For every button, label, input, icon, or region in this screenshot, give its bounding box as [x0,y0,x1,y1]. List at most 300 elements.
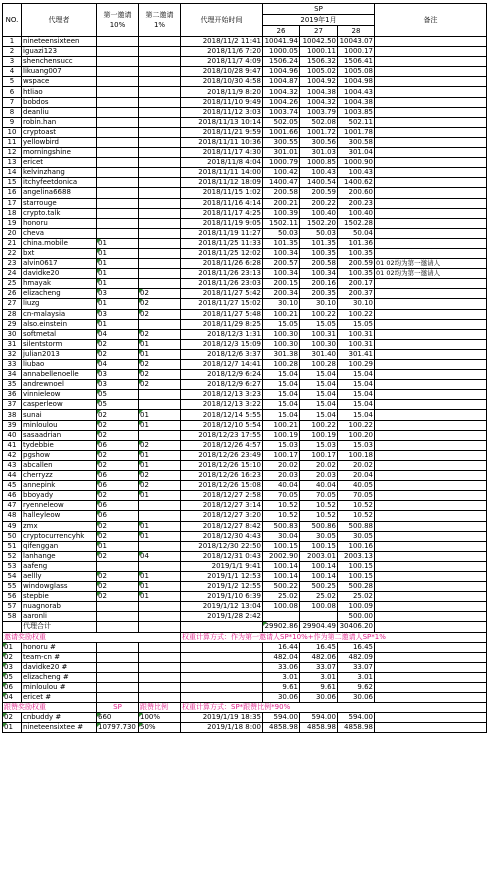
blank-cell [375,652,487,662]
start-time: 2018/11/6 7:20 [181,47,263,57]
first-inviter: 01 [97,259,139,269]
row-number: 23 [3,259,22,269]
row-number: 57 [3,602,22,612]
sp-day-27: 1001.72 [300,127,338,137]
agent-name: casperleow [22,400,97,410]
first-inviter: 02 [97,582,139,592]
agent-name: annepink [22,481,97,491]
invite-agent: ericet # [22,693,97,703]
sp-day-26: 1000.79 [263,158,300,168]
remark [375,471,487,481]
invite-day-27: 30.06 [300,693,338,703]
sp-day-28: 25.02 [338,592,375,602]
row-number: 31 [3,339,22,349]
sp-day-26: 100.30 [263,329,300,339]
agent-name: honoru [22,218,97,228]
second-inviter [139,137,181,147]
sp-day-27: 1004.38 [300,87,338,97]
sponsor-ratio: 50% [139,723,181,733]
sp-day-27: 30.05 [300,531,338,541]
sp-day-26: 100.34 [263,269,300,279]
start-time: 2018/12/26 15:08 [181,481,263,491]
blank-cell [139,683,181,693]
start-time: 2019/1/10 6:39 [181,592,263,602]
sp-day-27: 25.02 [300,592,338,602]
start-time: 2018/11/8 4:04 [181,158,263,168]
agent-row [3,148,487,158]
start-time: 2018/11/19 9:05 [181,218,263,228]
start-time: 2018/11/29 8:25 [181,319,263,329]
sp-day-26: 100.42 [263,168,300,178]
sp-day-28: 100.15 [338,561,375,571]
remark [375,218,487,228]
row-number: 45 [3,481,22,491]
sp-day-28: 1400.62 [338,178,375,188]
sp-day-26: 20.02 [263,460,300,470]
first-inviter: 01 [97,299,139,309]
first-inviter: 06 [97,471,139,481]
sp-day-28: 10.52 [338,501,375,511]
second-inviter [139,238,181,248]
second-inviter [139,158,181,168]
sp-day-28: 1004.98 [338,77,375,87]
start-time: 2018/12/31 0:43 [181,551,263,561]
sp-day-28: 100.35 [338,269,375,279]
agent-row [3,77,487,87]
invite-row [3,662,487,672]
row-number: 40 [3,430,22,440]
agent-row [3,571,487,581]
start-time: 2018/12/3 1:31 [181,329,263,339]
header-row [3,4,487,15]
blank-cell [97,652,139,662]
start-time: 2018/12/13 3:23 [181,390,263,400]
second-inviter [139,148,181,158]
agent-name: china.mobile [22,238,97,248]
first-inviter: 01 [97,279,139,289]
second-inviter: 01 [139,571,181,581]
total-day-26: 29902.86 [263,622,300,632]
blank-cell [181,622,263,632]
agent-row [3,491,487,501]
blank-cell [181,683,263,693]
second-inviter [139,269,181,279]
start-time: 2018/11/26 23:03 [181,279,263,289]
second-inviter [139,198,181,208]
remark [375,430,487,440]
sp-day-28: 1005.08 [338,67,375,77]
col-no-header: NO. [3,4,22,37]
sponsor-id: 01 [3,723,22,733]
sp-day-27: 15.04 [300,400,338,410]
second-inviter [139,127,181,137]
second-inviter [139,319,181,329]
row-number: 6 [3,87,22,97]
blank-cell [3,622,22,632]
sp-day-28: 100.22 [338,309,375,319]
start-time: 2018/11/17 4:30 [181,148,263,158]
second-inviter: 01 [139,521,181,531]
agent-name: halleyleow [22,511,97,521]
blank-cell [181,652,263,662]
agent-row [3,198,487,208]
sp-day-28: 502.11 [338,117,375,127]
first-inviter: 02 [97,521,139,531]
sp-day-27: 1004.92 [300,77,338,87]
sp-day-26: 200.21 [263,198,300,208]
start-time: 2018/12/27 2:58 [181,491,263,501]
first-inviter [97,107,139,117]
second-inviter [139,602,181,612]
sp-day-27: 10.52 [300,501,338,511]
start-time: 2018/12/10 5:54 [181,420,263,430]
start-time: 2018/12/9 6:24 [181,370,263,380]
sp-day-27: 1005.02 [300,67,338,77]
blank-cell [375,693,487,703]
row-number: 4 [3,67,22,77]
row-number: 50 [3,531,22,541]
sp-day-27: 100.35 [300,248,338,258]
blank-cell [181,642,263,652]
invite-day-27: 9.61 [300,683,338,693]
row-number: 5 [3,77,22,87]
first-inviter [97,178,139,188]
sp-day-28: 300.58 [338,137,375,147]
sp-day-26: 200.57 [263,259,300,269]
start-time: 2018/12/9 6:27 [181,380,263,390]
agent-row [3,481,487,491]
sponsor-day-26: 4858.98 [263,723,300,733]
invite-row [3,683,487,693]
start-time: 2018/12/26 4:57 [181,440,263,450]
invite-day-26: 482.04 [263,652,300,662]
sp-day-27: 100.43 [300,168,338,178]
sp-day-28: 100.15 [338,571,375,581]
sp-day-26: 1003.74 [263,107,300,117]
blank-cell [97,662,139,672]
blank-cell [375,622,487,632]
remark [375,148,487,158]
sp-day-27: 1004.32 [300,97,338,107]
first-inviter: 02 [97,410,139,420]
sp-day-26: 15.04 [263,400,300,410]
start-time: 2018/11/15 1:02 [181,188,263,198]
start-time: 2018/11/26 23:13 [181,269,263,279]
agent-row [3,279,487,289]
first-inviter: 02 [97,592,139,602]
start-time: 2018/11/27 5:48 [181,309,263,319]
agent-row [3,218,487,228]
remark [375,571,487,581]
blank-cell [139,642,181,652]
start-time: 2018/11/16 4:14 [181,198,263,208]
second-inviter [139,178,181,188]
invite-day-27: 16.45 [300,642,338,652]
sp-day-28: 15.05 [338,319,375,329]
start-time: 2018/10/28 9:47 [181,67,263,77]
second-inviter: 01 [139,450,181,460]
sp-day-26: 1004.26 [263,97,300,107]
sp-day-28: 500.28 [338,582,375,592]
agent-row [3,37,487,47]
remark [375,551,487,561]
sp-day-28: 200.59 [338,259,375,269]
sp-day-26: 500.83 [263,521,300,531]
row-number: 24 [3,269,22,279]
sp-day-28: 15.04 [338,380,375,390]
agent-row [3,390,487,400]
sp-day-28: 100.35 [338,248,375,258]
remark [375,612,487,622]
sp-day-26: 10.52 [263,511,300,521]
row-number: 26 [3,289,22,299]
second-inviter: 01 [139,531,181,541]
invite-agent: team-cn # [22,652,97,662]
remark [375,279,487,289]
row-number: 17 [3,198,22,208]
agent-name: iguazi123 [22,47,97,57]
agent-row [3,289,487,299]
remark [375,168,487,178]
first-inviter: 02 [97,430,139,440]
first-inviter: 01 [97,541,139,551]
sponsor-day-27: 594.00 [300,713,338,723]
agent-name: shenchensucc [22,57,97,67]
remark [375,97,487,107]
row-number: 7 [3,97,22,107]
agent-row [3,531,487,541]
first-inviter: 03 [97,370,139,380]
agent-row [3,551,487,561]
sp-day-27: 502.08 [300,117,338,127]
agent-name: sasaadrian [22,430,97,440]
invite-day-26: 9.61 [263,683,300,693]
second-inviter [139,67,181,77]
start-time: 2019/1/2 12:55 [181,582,263,592]
sp-header: SP [263,4,375,15]
first-inviter [97,127,139,137]
start-time: 2019/1/1 12:53 [181,571,263,581]
agent-row [3,319,487,329]
second-inviter [139,208,181,218]
start-time: 2018/12/14 5:55 [181,410,263,420]
sp-day-27: 100.22 [300,420,338,430]
sp-day-27: 301.03 [300,148,338,158]
agent-name: pgshow [22,450,97,460]
agent-row [3,158,487,168]
invite-agent: davidke20 # [22,662,97,672]
sp-day-28: 20.04 [338,471,375,481]
agent-row [3,299,487,309]
remark [375,339,487,349]
row-number: 51 [3,541,22,551]
remark [375,208,487,218]
first-inviter [97,612,139,622]
agent-name: silentstorm [22,339,97,349]
second-inviter [139,77,181,87]
sp-day-26: 300.55 [263,137,300,147]
sp-day-26: 100.15 [263,541,300,551]
blank-cell [97,693,139,703]
sp-day-28: 200.37 [338,289,375,299]
sp-day-28: 30.05 [338,531,375,541]
sp-day-26: 1004.87 [263,77,300,87]
second-inviter: 01 [139,491,181,501]
sp-day-26: 100.34 [263,248,300,258]
col-second-invite-header: 第二邀请 1% [139,4,181,37]
agent-name: htliao [22,87,97,97]
remark [375,117,487,127]
agent-name: aaronli [22,612,97,622]
first-inviter: 02 [97,450,139,460]
sponsor-sp-label: SP [97,703,139,713]
agent-name: liubao [22,360,97,370]
start-time: 2018/12/6 3:37 [181,349,263,359]
start-time: 2018/11/9 8:20 [181,87,263,97]
remark [375,289,487,299]
agent-row [3,117,487,127]
start-time: 2018/11/11 10:36 [181,137,263,147]
remark [375,248,487,258]
sp-day-28: 500.88 [338,521,375,531]
invite-day-28: 30.06 [338,693,375,703]
start-time: 2018/12/13 3:22 [181,400,263,410]
second-inviter: 01 [139,339,181,349]
sp-day-28: 301.41 [338,349,375,359]
first-inviter [97,148,139,158]
sp-day-28: 100.20 [338,430,375,440]
start-time: 2018/11/11 14:00 [181,168,263,178]
col-first-invite-header: 第一邀请 10% [97,4,139,37]
remark [375,400,487,410]
blank-cell [139,693,181,703]
sp-day-26: 1004.96 [263,67,300,77]
first-inviter [97,218,139,228]
sp-day-27: 101.35 [300,238,338,248]
agent-name: ryenneleow [22,501,97,511]
agent-row [3,168,487,178]
second-inviter: 01 [139,410,181,420]
sponsor-day-27: 4858.98 [300,723,338,733]
row-number: 19 [3,218,22,228]
first-inviter [97,77,139,87]
sp-day-26: 1400.47 [263,178,300,188]
sp-day-28: 1506.41 [338,57,375,67]
sp-day-26: 100.21 [263,309,300,319]
first-inviter [97,198,139,208]
sp-day-26: 200.34 [263,289,300,299]
second-inviter: 02 [139,299,181,309]
first-inviter [97,37,139,47]
row-number: 10 [3,127,22,137]
row-number: 22 [3,248,22,258]
agent-row [3,561,487,571]
start-time: 2019/1/28 2:42 [181,612,263,622]
sp-day-28: 15.04 [338,390,375,400]
agent-name: davidke20 [22,269,97,279]
row-number: 15 [3,178,22,188]
first-inviter: 04 [97,329,139,339]
sp-day-26: 10041.94 [263,37,300,47]
agent-row [3,228,487,238]
sp-day-27: 70.05 [300,491,338,501]
second-inviter [139,188,181,198]
sp-day-28: 200.23 [338,198,375,208]
invite-weight-title: 邀请奖励权重 [3,632,181,642]
agent-row [3,410,487,420]
sp-day-26 [263,612,300,622]
remark [375,602,487,612]
sp-day-26: 25.02 [263,592,300,602]
agent-row [3,269,487,279]
agent-name: julian2013 [22,349,97,359]
row-number: 3 [3,57,22,67]
row-number: 2 [3,47,22,57]
first-inviter [97,168,139,178]
second-inviter [139,259,181,269]
sp-day-28: 1001.78 [338,127,375,137]
row-number: 8 [3,107,22,117]
agent-name: cryptoast [22,127,97,137]
agent-name: aellly [22,571,97,581]
sp-day-26: 50.03 [263,228,300,238]
second-inviter [139,37,181,47]
invite-day-27: 33.07 [300,662,338,672]
agent-name: windowglass [22,582,97,592]
agent-row [3,67,487,77]
start-time: 2018/11/10 9:49 [181,97,263,107]
row-number: 14 [3,168,22,178]
sp-day-28: 15.04 [338,410,375,420]
first-inviter: 02 [97,491,139,501]
agent-row [3,188,487,198]
start-time: 2018/11/19 11:27 [181,228,263,238]
sp-day-27: 301.40 [300,349,338,359]
sp-day-27: 1502.20 [300,218,338,228]
sp-day-27: 2003.01 [300,551,338,561]
sp-day-26: 1502.11 [263,218,300,228]
sp-day-27: 1400.54 [300,178,338,188]
invite-row [3,672,487,682]
day-header: 28 [338,26,375,37]
invite-id: 02 [3,652,22,662]
sponsor-start-time: 2019/1/18 8:00 [181,723,263,733]
second-inviter [139,400,181,410]
blank-cell [181,672,263,682]
first-inviter: 01 [97,269,139,279]
start-time: 2018/11/12 3:03 [181,107,263,117]
agent-name: also.einstein [22,319,97,329]
agent-row [3,501,487,511]
agent-row [3,440,487,450]
day-header: 27 [300,26,338,37]
sp-day-28: 100.16 [338,541,375,551]
agent-name: alvin0617 [22,259,97,269]
sp-day-26: 15.03 [263,440,300,450]
invite-day-28: 9.62 [338,683,375,693]
second-inviter: 02 [139,370,181,380]
second-inviter [139,107,181,117]
agent-row [3,349,487,359]
agent-name: abcallen [22,460,97,470]
remark [375,521,487,531]
remark [375,329,487,339]
agent-name: tydebbie [22,440,97,450]
invite-day-26: 33.06 [263,662,300,672]
first-inviter [97,208,139,218]
agent-name: starrouge [22,198,97,208]
sp-day-26: 1004.32 [263,87,300,97]
